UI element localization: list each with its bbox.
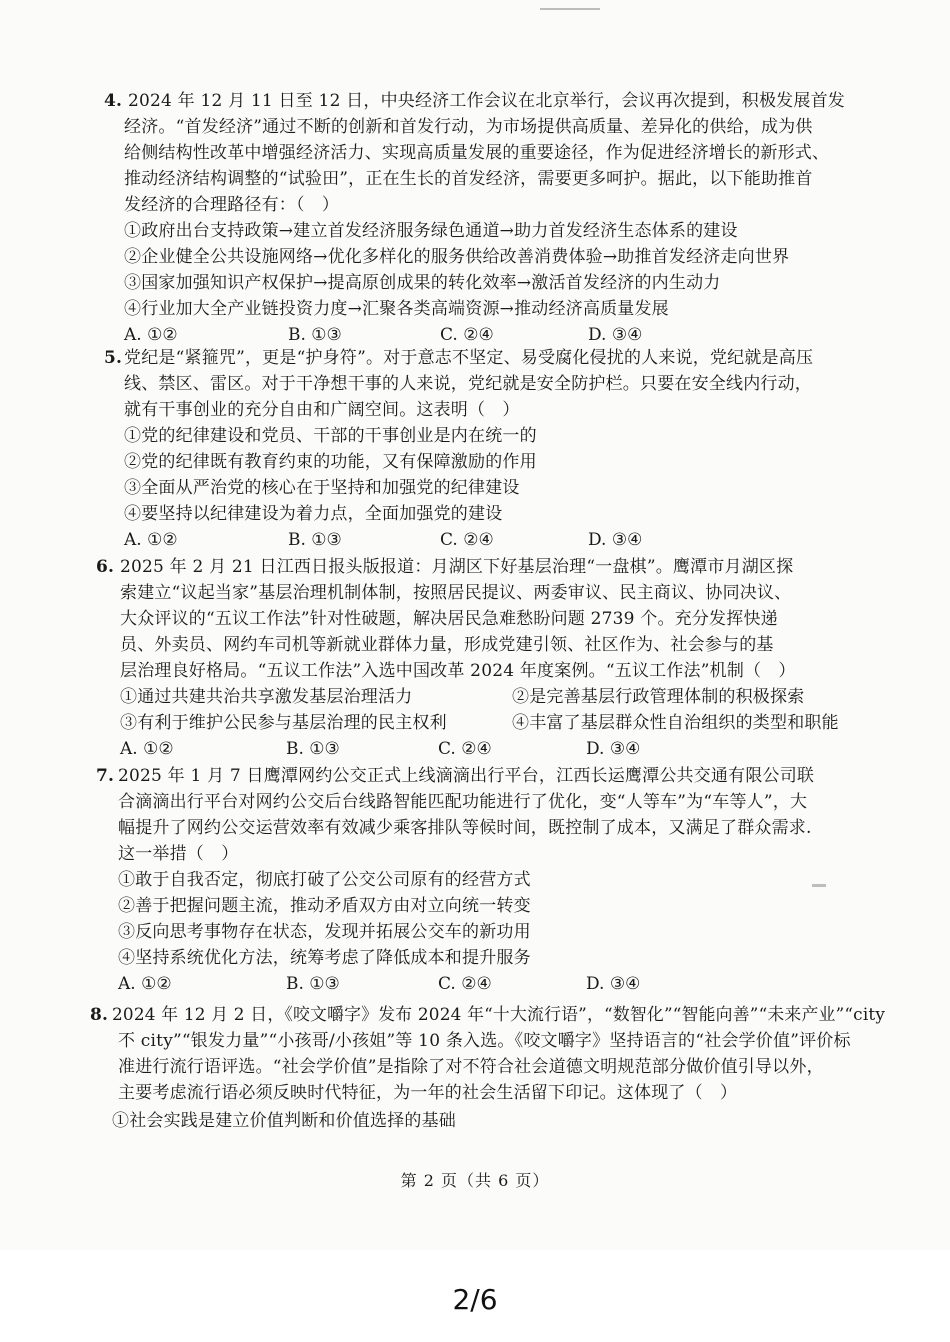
option-b[interactable]: B. ①③ [288, 530, 342, 550]
statement-item: ④行业加大全产业链投资力度→汇聚各类高端资源→推动经济高质量发展 [124, 299, 669, 319]
option-d[interactable]: D. ③④ [586, 739, 641, 759]
statement-item: ①通过共建共治共享激发基层治理活力 [120, 687, 413, 707]
option-d[interactable]: D. ③④ [588, 325, 643, 345]
question-text-line: 2024 年 12 月 11 日至 12 日，中央经济工作会议在北京举行，会议再次提到，积极发展首发 [128, 91, 845, 111]
option-a[interactable]: A. ①② [118, 974, 172, 994]
option-b[interactable]: B. ①③ [286, 739, 340, 759]
statement-item: ③反向思考事物存在状态，发现并拓展公交车的新功用 [118, 922, 531, 942]
statement-item: ②党的纪律既有教育约束的功能，又有保障激励的作用 [124, 452, 537, 472]
statement-item: ③有利于维护公民参与基层治理的民主权利 [120, 713, 447, 733]
option-d[interactable]: D. ③④ [588, 530, 643, 550]
option-d[interactable]: D. ③④ [586, 974, 641, 994]
page-footer: 第 2 页（共 6 页） [400, 1171, 550, 1190]
question-text-line: 幅提升了网约公交运营效率有效减少乘客排队等候时间，既控制了成本，又满足了群众需求. [118, 818, 812, 838]
statement-item: ④要坚持以纪律建设为着力点，全面加强党的建设 [124, 504, 503, 524]
statement-item: ②企业健全公共设施网络→优化多样化的服务供给改善消费体验→助推首发经济走向世界 [124, 247, 790, 267]
statement-item: ④丰富了基层群众性自治组织的类型和职能 [512, 713, 839, 733]
question-text-line: 推动经济结构调整的“试验田”，正在生长的首发经济，需要更多呵护。据此，以下能助推首 [124, 169, 813, 189]
question-text-line: 层治理良好格局。“五议工作法”入选中国改革 2024 年度案例。“五议工作法”机制（ ） [120, 661, 796, 681]
option-c[interactable]: C. ②④ [438, 739, 492, 759]
question-text-line: 2025 年 2 月 21 日江西日报头版报道：月湖区下好基层治理“一盘棋”。鹰潭市月湖区探 [120, 557, 794, 577]
option-a[interactable]: A. ①② [124, 530, 178, 550]
question-text-line: 经济。“首发经济”通过不断的创新和首发行动，为市场提供高质量、差异化的供给，成为供 [124, 117, 813, 137]
question-text-line: 大众评议的“五议工作法”针对性破题，解决居民急难愁盼问题 2739 个。充分发挥快递 [120, 609, 778, 629]
question-text-line: 2024 年 12 月 2 日，《咬文嚼字》发布 2024 年“十大流行语”，“数智化”“智能向善”“未来产业”“city [112, 1005, 886, 1025]
question-text-line: 这一举措（ ） [118, 844, 239, 864]
page-indicator: 2/6 [452, 1283, 498, 1316]
question-text-line: 准进行流行语评选。“社会学价值”是指除了对不符合社会道德文明规范部分做价值引导以外， [118, 1057, 824, 1077]
statement-item: ②善于把握问题主流，推动矛盾双方由对立向统一转变 [118, 896, 531, 916]
question-text-line: 党纪是“紧箍咒”，更是“护身符”。对于意志不坚定、易受腐化侵扰的人来说，党纪就是高压 [124, 348, 814, 368]
question-text-line: 就有干事创业的充分自由和广阔空间。这表明（ ） [124, 400, 520, 420]
question-number: 6. [96, 557, 115, 577]
option-b[interactable]: B. ①③ [286, 974, 340, 994]
question-text-line: 不 city”“银发力量”“小孩哥/小孩姐”等 10 条入选。《咬文嚼字》坚持语言的“社会学价值”评价标 [118, 1031, 851, 1051]
question-text-line: 发经济的合理路径有：（ ） [124, 195, 340, 215]
option-a[interactable]: A. ①② [120, 739, 174, 759]
statement-item: ①社会实践是建立价值判断和价值选择的基础 [112, 1111, 456, 1131]
option-c[interactable]: C. ②④ [440, 325, 494, 345]
statement-item: ③全面从严治党的核心在于坚持和加强党的纪律建设 [124, 478, 520, 498]
option-c[interactable]: C. ②④ [438, 974, 492, 994]
question-text-line: 主要考虑流行语必须反映时代特征，为一年的社会生活留下印记。这体现了（ ） [118, 1083, 738, 1103]
question-number: 7. [96, 766, 115, 786]
question-text-line: 给侧结构性改革中增强经济活力、实现高质量发展的重要途径，作为促进经济增长的新形式、 [124, 143, 830, 163]
statement-item: ④坚持系统优化方法，统筹考虑了降低成本和提升服务 [118, 948, 531, 968]
statement-item: ①政府出台支持政策→建立首发经济服务绿色通道→助力首发经济生态体系的建设 [124, 221, 738, 241]
scan-mark [812, 884, 826, 887]
question-number: 4. [104, 91, 123, 111]
option-b[interactable]: B. ①③ [288, 325, 342, 345]
option-c[interactable]: C. ②④ [440, 530, 494, 550]
option-a[interactable]: A. ①② [124, 325, 178, 345]
scan-mark [540, 8, 600, 10]
question-number: 8. [90, 1005, 109, 1025]
question-text-line: 2025 年 1 月 7 日鹰潭网约公交正式上线滴滴出行平台，江西长运鹰潭公共交通有限公司联 [118, 766, 815, 786]
question-text-line: 线、禁区、雷区。对于干净想干事的人来说，党纪就是安全防护栏。只要在安全线内行动， [124, 374, 812, 394]
statement-item: ①党的纪律建设和党员、干部的干事创业是内在统一的 [124, 426, 537, 446]
statement-item: ②是完善基层行政管理体制的积极探索 [512, 687, 805, 707]
question-text-line: 索建立“议起当家”基层治理机制体制，按照居民提议、两委审议、民主商议、协同决议、 [120, 583, 792, 603]
statement-item: ①敢于自我否定，彻底打破了公交公司原有的经营方式 [118, 870, 531, 890]
question-text-line: 员、外卖员、网约车司机等新就业群体力量，形成党建引领、社区作为、社会参与的基 [120, 635, 774, 655]
statement-item: ③国家加强知识产权保护→提高原创成果的转化效率→激活首发经济的内生动力 [124, 273, 721, 293]
question-text-line: 合滴滴出行平台对网约公交后台线路智能匹配功能进行了优化，变“人等车”为“车等人”，大 [118, 792, 808, 812]
question-number: 5. [104, 348, 123, 368]
